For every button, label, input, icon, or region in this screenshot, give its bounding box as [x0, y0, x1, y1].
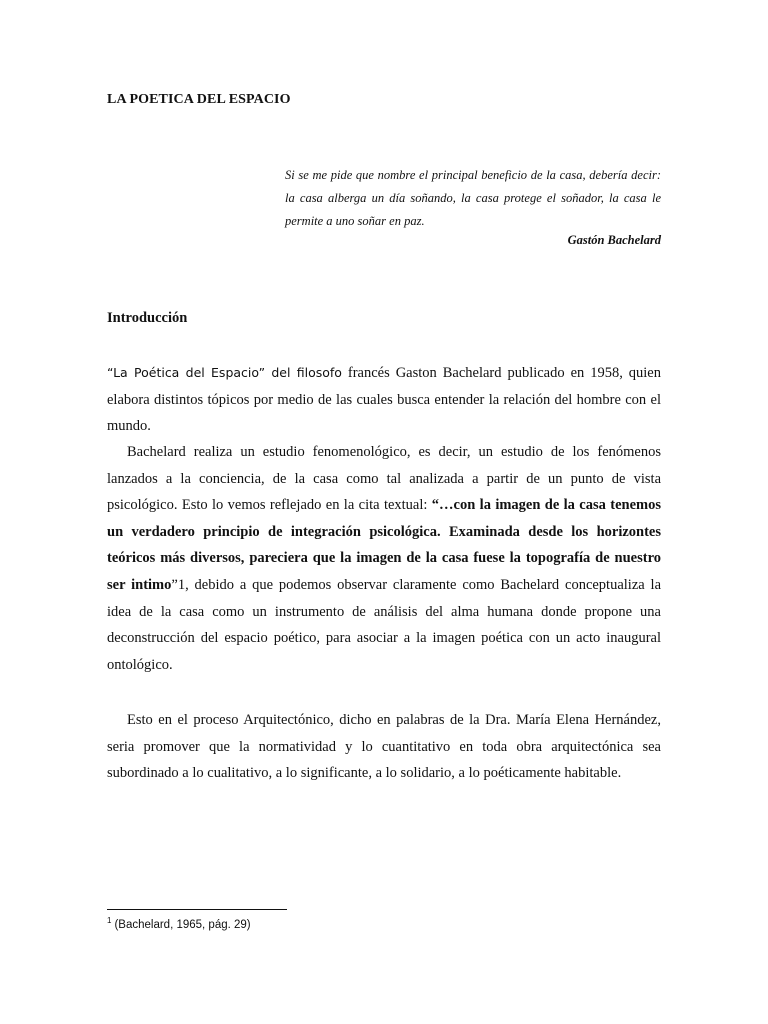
epigraph-author: Gastón Bachelard — [567, 233, 661, 247]
document-title: LA POETICA DEL ESPACIO — [107, 92, 291, 107]
epigraph-quote: Si se me pide que nombre el principal beneficio de la casa, debería decir: la casa alberga un día soñando, la casa protege el soñador, la casa le permite a uno soñar en paz. — [285, 168, 661, 228]
paragraph-3: Esto en el proceso Arquitectónico, dicho en palabras de la Dra. María Elena Hernández, seria promover que la normatividad y lo cuantitativo en toda obra arquitectónica sea subordinado a lo cualitativo, a lo significante, a lo solidario, a lo poéticamente habitable. — [107, 712, 661, 782]
paragraph-2-after-quote: ”1, debido a que podemos observar claramente como Bachelard conceptualiza la idea de la casa como un instrumento de análisis del alma humana donde propone una deconstrucción del espacio poético, para asociar a la imagen poética con un acto inaugural ontológico. — [107, 576, 662, 673]
paragraph-2-bold-quote: “…con la imagen de la casa tenemos un verdadero principio de integración psicológica. Examinada desde los horizontes teóricos más diversos, pareciera que la imagen de la casa fuese la topografía de nuestro ser intimo — [107, 497, 661, 593]
footnote-number: 1 — [107, 916, 112, 925]
paragraph-2-before-quote: Bachelard realiza un estudio fenomenológico, es decir, un estudio de los fenómenos lanzados a la conciencia, de la casa como tal analizada a partir de un punto de vista psicológico. Esto lo vemos reflejado en la cita textual: — [107, 444, 661, 514]
paragraph-1 — [107, 360, 661, 440]
paragraph-1-quoted-title: “La Poética del Espacio” del filosofo — [107, 365, 342, 380]
footnote-text: (Bachelard, 1965, pág. 29) — [114, 918, 251, 931]
paragraph-1-rest: francés Gaston Bachelard publicado en 1958, quien elabora distintos tópicos por medio de las cuales busca entender la relación del hombre con el mundo. — [107, 365, 661, 435]
paragraph-2 — [107, 439, 661, 678]
section-heading-introduccion: Introducción — [107, 310, 188, 326]
footnote-separator — [107, 909, 287, 910]
footnote — [107, 916, 251, 931]
